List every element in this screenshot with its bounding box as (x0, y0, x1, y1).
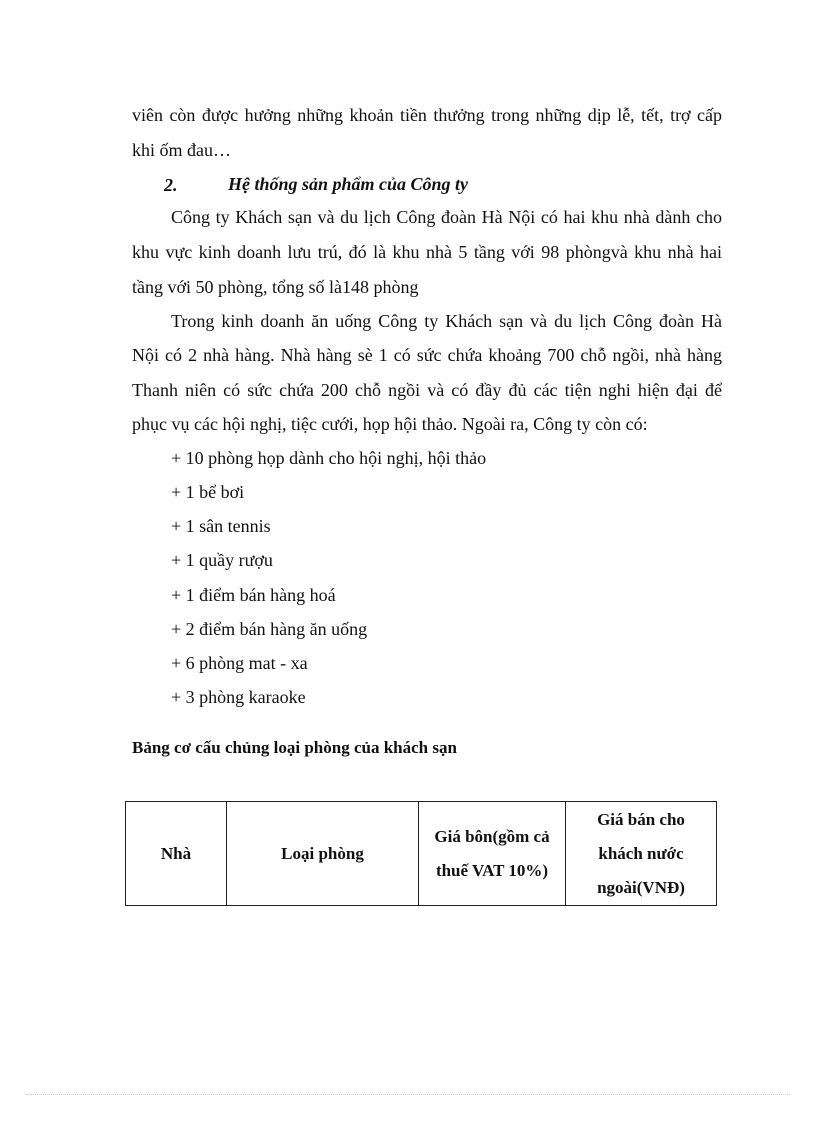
para1-line1 (132, 104, 722, 126)
para2-line3: tầng với 50 phòng, tổng số là148 phòng (132, 277, 419, 297)
para1-word: những (535, 105, 582, 125)
header-gia-nuoc-ngoai (566, 802, 717, 906)
para1-word: những (297, 105, 344, 125)
room-type-table (125, 801, 717, 906)
para1-word: khoản (349, 105, 394, 125)
list-item: + 1 điểm bán hàng hoá (171, 585, 336, 605)
list-item: + 1 quầy rượu (171, 550, 273, 570)
header-gia-ban-line2: thuế VAT 10%) (435, 860, 549, 880)
para1-word: tiền (399, 105, 427, 125)
header-gia-ban (419, 802, 566, 906)
para3-line1: Trong kinh doanh ăn uống Công ty Khách sạn và du lịch Công đoàn Hà (171, 311, 722, 331)
para1-line2: khi ốm đau… (132, 140, 231, 160)
para1-word: cấp (697, 105, 722, 125)
section-number: 2. (164, 175, 178, 195)
para1-word: còn (169, 105, 196, 125)
page-footer-divider (26, 1094, 790, 1095)
para1-word: trợ (670, 105, 691, 125)
para1-word: lễ, (617, 105, 635, 125)
para1-word: được (201, 105, 239, 125)
list-item: + 2 điểm bán hàng ăn uống (171, 619, 368, 639)
header-gia-nn-line2: khách nước (598, 843, 684, 863)
para3-line4: phục vụ các hội nghị, tiệc cưới, họp hội thảo. Ngoài ra, Công ty còn có: (132, 414, 648, 434)
para3-line2: Nội có 2 nhà hàng. Nhà hàng sè 1 có sức chứa khoảng 700 chỗ ngồi, nhà hàng (132, 345, 722, 365)
section-title: Hệ thống sản phẩm của Công ty (228, 174, 469, 194)
list-item: + 1 sân tennis (171, 516, 271, 536)
para3-line3: Thanh niên có sức chứa 200 chỗ ngồi và có đầy đủ các tiện nghi hiện đại để (132, 380, 722, 400)
list-item: + 3 phòng karaoke (171, 687, 306, 707)
list-item: + 10 phòng họp dành cho hội nghị, hội thảo (171, 448, 487, 468)
header-gia-ban-line1: Giá bôn(gồm cả (434, 826, 550, 846)
para2-line1: Công ty Khách sạn và du lịch Công đoàn Hà Nội có hai khu nhà dành cho (171, 207, 722, 227)
list-item: + 6 phòng mat - xa (171, 653, 308, 673)
para1-word: viên (132, 105, 163, 125)
list-item: + 1 bể bơi (171, 482, 245, 502)
para1-word: tết, (641, 105, 664, 125)
table-title: Bảng cơ cấu chủng loại phòng của khách sạn (132, 738, 457, 757)
header-nha: Nhà (126, 802, 227, 906)
header-gia-nn-line3: ngoài(VNĐ) (597, 877, 685, 897)
para1-word: dịp (587, 105, 611, 125)
para1-word: trong (491, 105, 530, 125)
para2-line2: khu vực kinh doanh lưu trú, đó là khu nhà 5 tầng với 98 phòngvà khu nhà hai (132, 242, 722, 262)
para1-word: hưởng (244, 105, 291, 125)
para1-word: thưởng (433, 105, 485, 125)
header-gia-nn-line1: Giá bán cho (597, 809, 685, 829)
header-loai-phong: Loại phòng (227, 802, 419, 906)
table-header-row (126, 802, 717, 906)
